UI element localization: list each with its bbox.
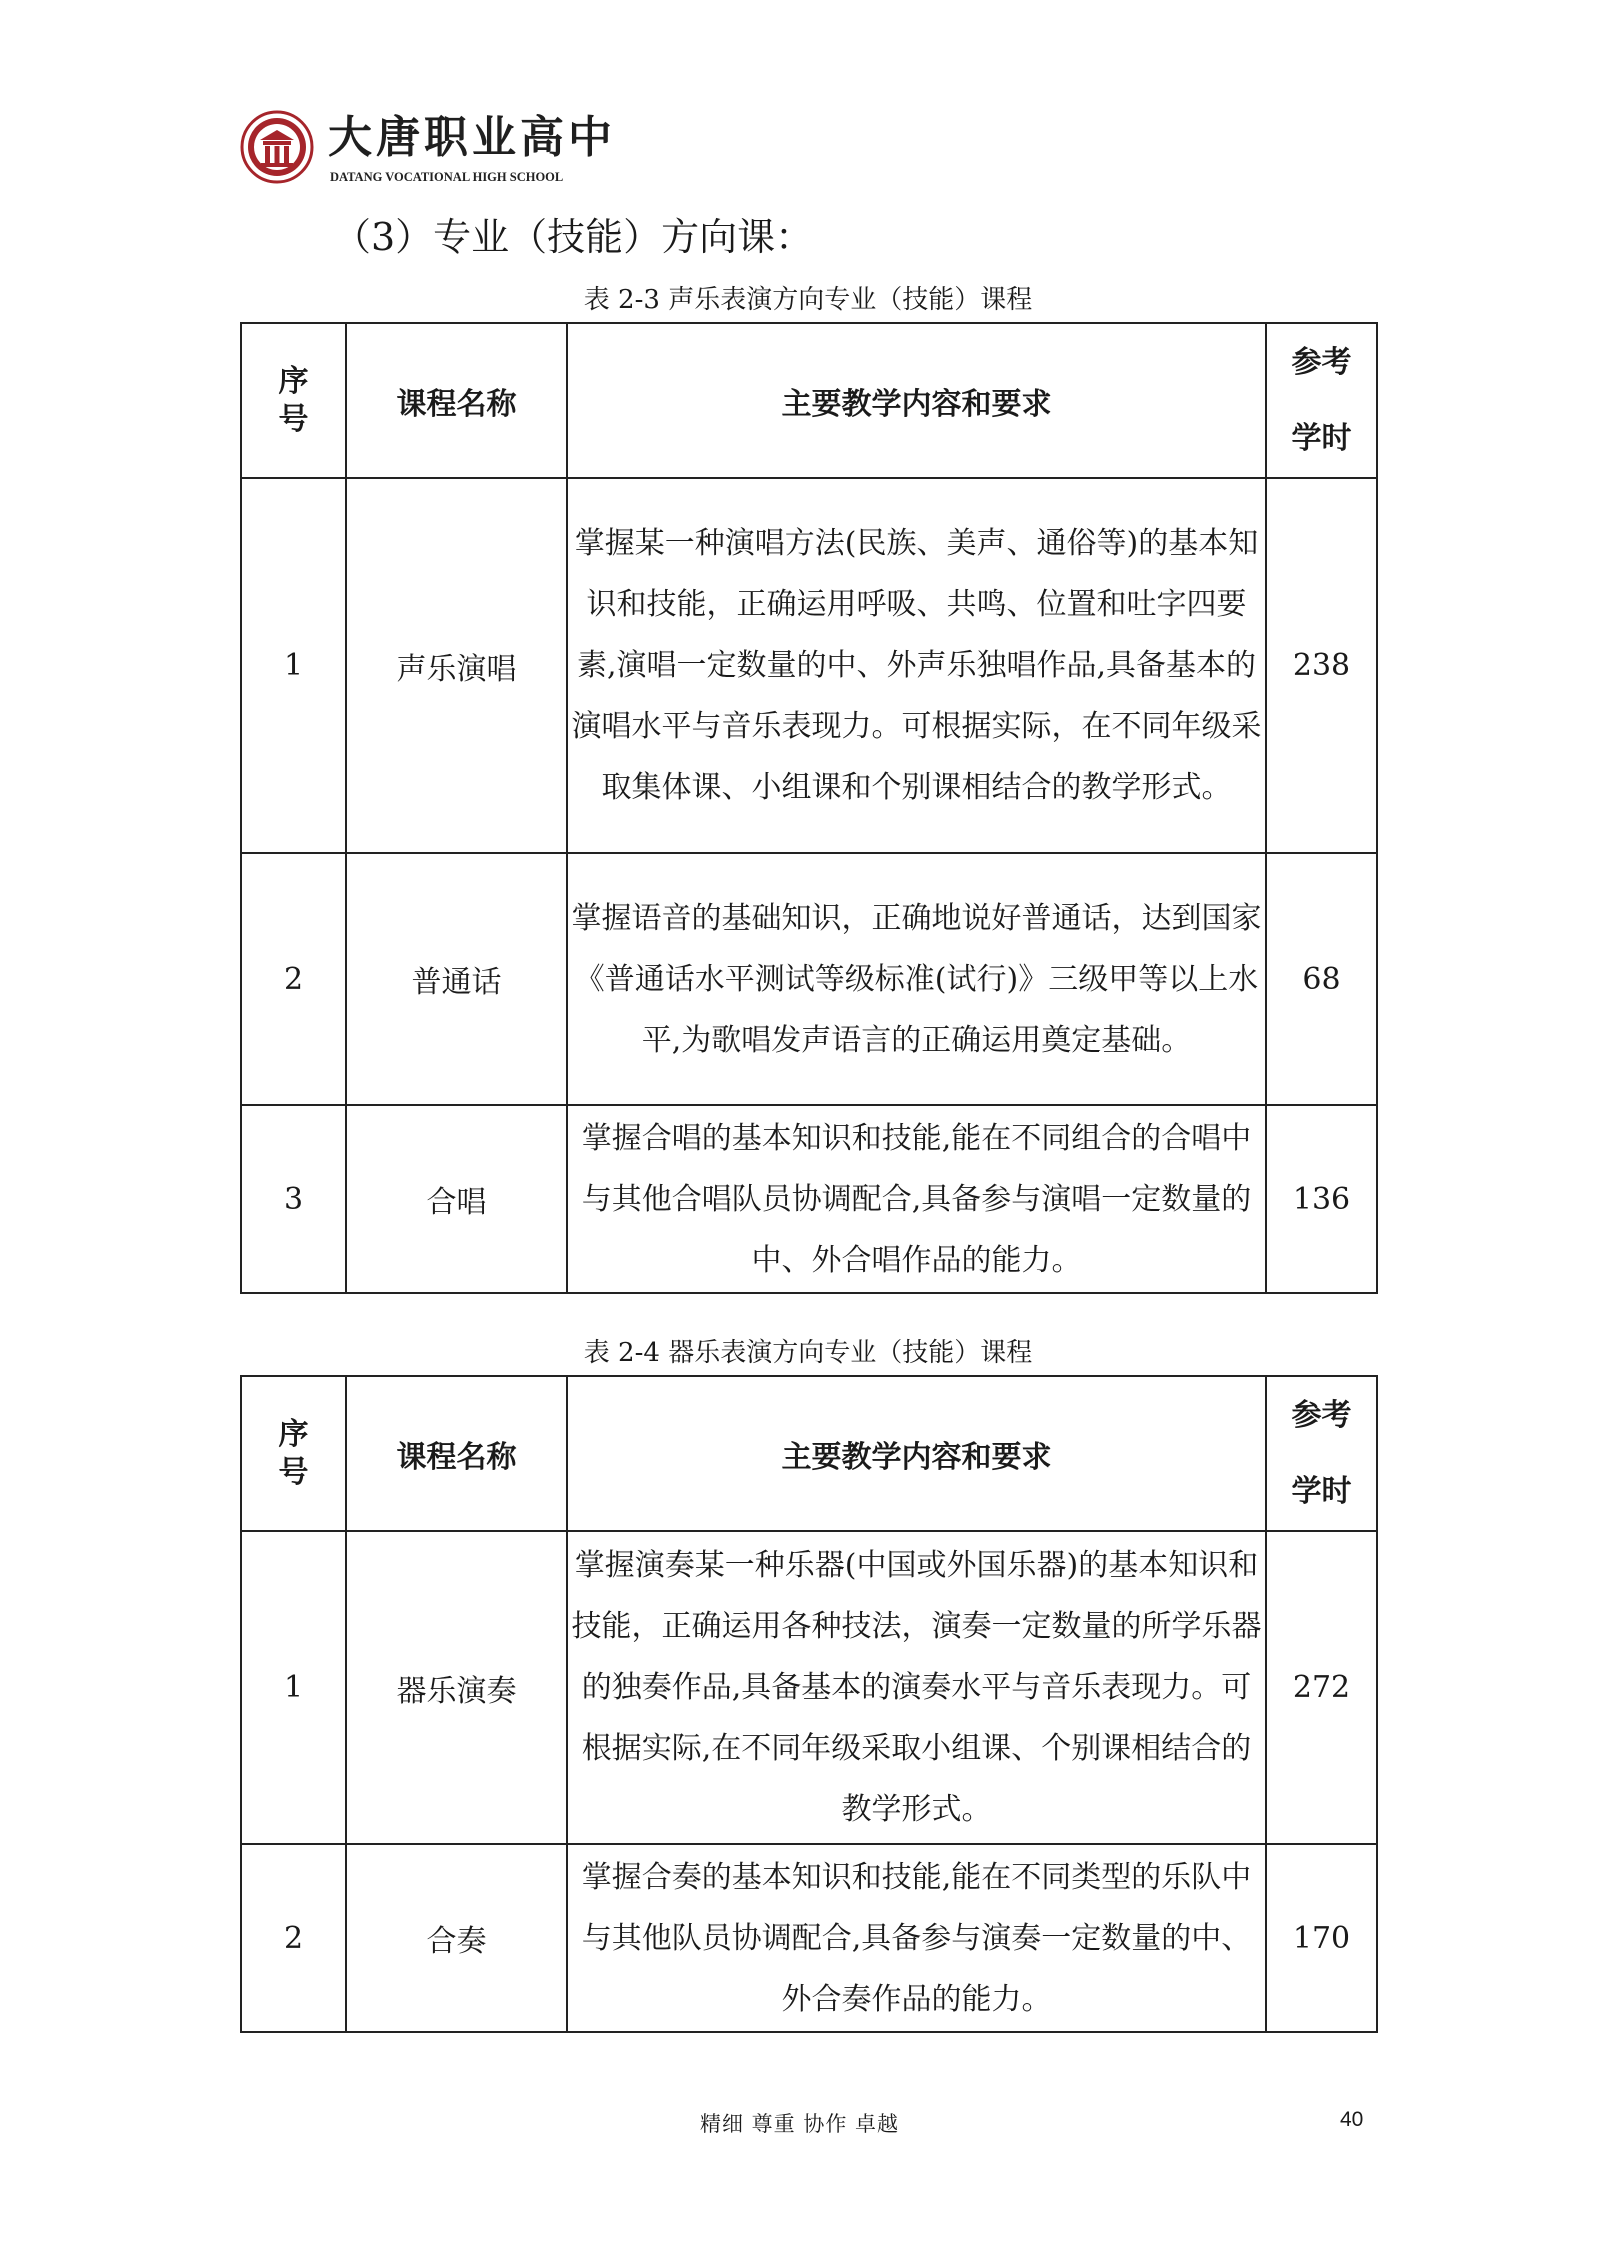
cell-name: 器乐演奏: [346, 1531, 567, 1844]
header-name: 课程名称: [346, 323, 567, 478]
cell-name: 合奏: [346, 1844, 567, 2032]
table-row: [241, 1531, 1377, 1844]
cell-hours: 136: [1266, 1105, 1377, 1293]
school-emblem-icon: [240, 110, 314, 184]
cell-content: 掌握演奏某一种乐器(中国或外国乐器)的基本知识和技能，正确运用各种技法，演奏一定数量的所学乐器的独奏作品,具备基本的演奏水平与音乐表现力。可根据实际,在不同年级采取小组课、个别课相结合的教学形式。: [567, 1531, 1266, 1844]
cell-hours: 272: [1266, 1531, 1377, 1844]
page-number: 40: [1340, 2108, 1364, 2131]
header-name: 课程名称: [346, 1376, 567, 1531]
cell-name: 合唱: [346, 1105, 567, 1293]
cell-content: 掌握语音的基础知识，正确地说好普通话，达到国家《普通话水平测试等级标准(试行)》三级甲等以上水平,为歌唱发声语言的正确运用奠定基础。: [567, 853, 1266, 1105]
header-hours-line: 参考: [1291, 1397, 1352, 1433]
header-hours: [1266, 323, 1377, 478]
table-row: [241, 853, 1377, 1105]
table-header-row: [241, 323, 1377, 478]
school-name-cn: 大唐职业高中: [328, 112, 616, 163]
header-hours-line: 学时: [1291, 420, 1352, 456]
header-index-line: 序: [278, 1416, 309, 1452]
header-index: [241, 1376, 346, 1531]
header-index-line: 号: [278, 1454, 309, 1490]
cell-index: 2: [241, 853, 346, 1105]
header-hours-line: 参考: [1291, 344, 1352, 380]
cell-content: 掌握合唱的基本知识和技能,能在不同组合的合唱中与其他合唱队员协调配合,具备参与演唱一定数量的中、外合唱作品的能力。: [567, 1105, 1266, 1293]
cell-hours: 170: [1266, 1844, 1377, 2032]
school-name-en: DATANG VOCATIONAL HIGH SCHOOL: [330, 170, 564, 184]
table-caption: 表 2-3 声乐表演方向专业（技能）课程: [583, 285, 1033, 315]
course-table: [240, 322, 1378, 1294]
header-index-line: 号: [278, 401, 309, 437]
cell-index: 1: [241, 478, 346, 853]
cell-name: 声乐演唱: [346, 478, 567, 853]
table-row: [241, 1105, 1377, 1293]
header-index: [241, 323, 346, 478]
table-caption: 表 2-4 器乐表演方向专业（技能）课程: [583, 1338, 1033, 1368]
course-table: [240, 1375, 1378, 2033]
table-row: [241, 1844, 1377, 2032]
cell-index: 2: [241, 1844, 346, 2032]
cell-hours: 238: [1266, 478, 1377, 853]
section-title: （3）专业（技能）方向课：: [333, 215, 814, 259]
cell-index: 1: [241, 1531, 346, 1844]
header-hours: [1266, 1376, 1377, 1531]
header-content: 主要教学内容和要求: [567, 323, 1266, 478]
cell-index: 3: [241, 1105, 346, 1293]
cell-content: 掌握合奏的基本知识和技能,能在不同类型的乐队中与其他队员协调配合,具备参与演奏一定数量的中、外合奏作品的能力。: [567, 1844, 1266, 2032]
footer-motto: 精细 尊重 协作 卓越: [699, 2112, 900, 2136]
table-header-row: [241, 1376, 1377, 1531]
cell-hours: 68: [1266, 853, 1377, 1105]
header-hours-line: 学时: [1291, 1473, 1352, 1509]
header-content: 主要教学内容和要求: [567, 1376, 1266, 1531]
cell-content: 掌握某一种演唱方法(民族、美声、通俗等)的基本知识和技能，正确运用呼吸、共鸣、位置和吐字四要素,演唱一定数量的中、外声乐独唱作品,具备基本的演唱水平与音乐表现力。可根据实际，在不同年级采取集体课、小组课和个别课相结合的教学形式。: [567, 478, 1266, 853]
header-index-line: 序: [278, 363, 309, 399]
table-row: [241, 478, 1377, 853]
cell-name: 普通话: [346, 853, 567, 1105]
school-logo: [240, 108, 616, 190]
